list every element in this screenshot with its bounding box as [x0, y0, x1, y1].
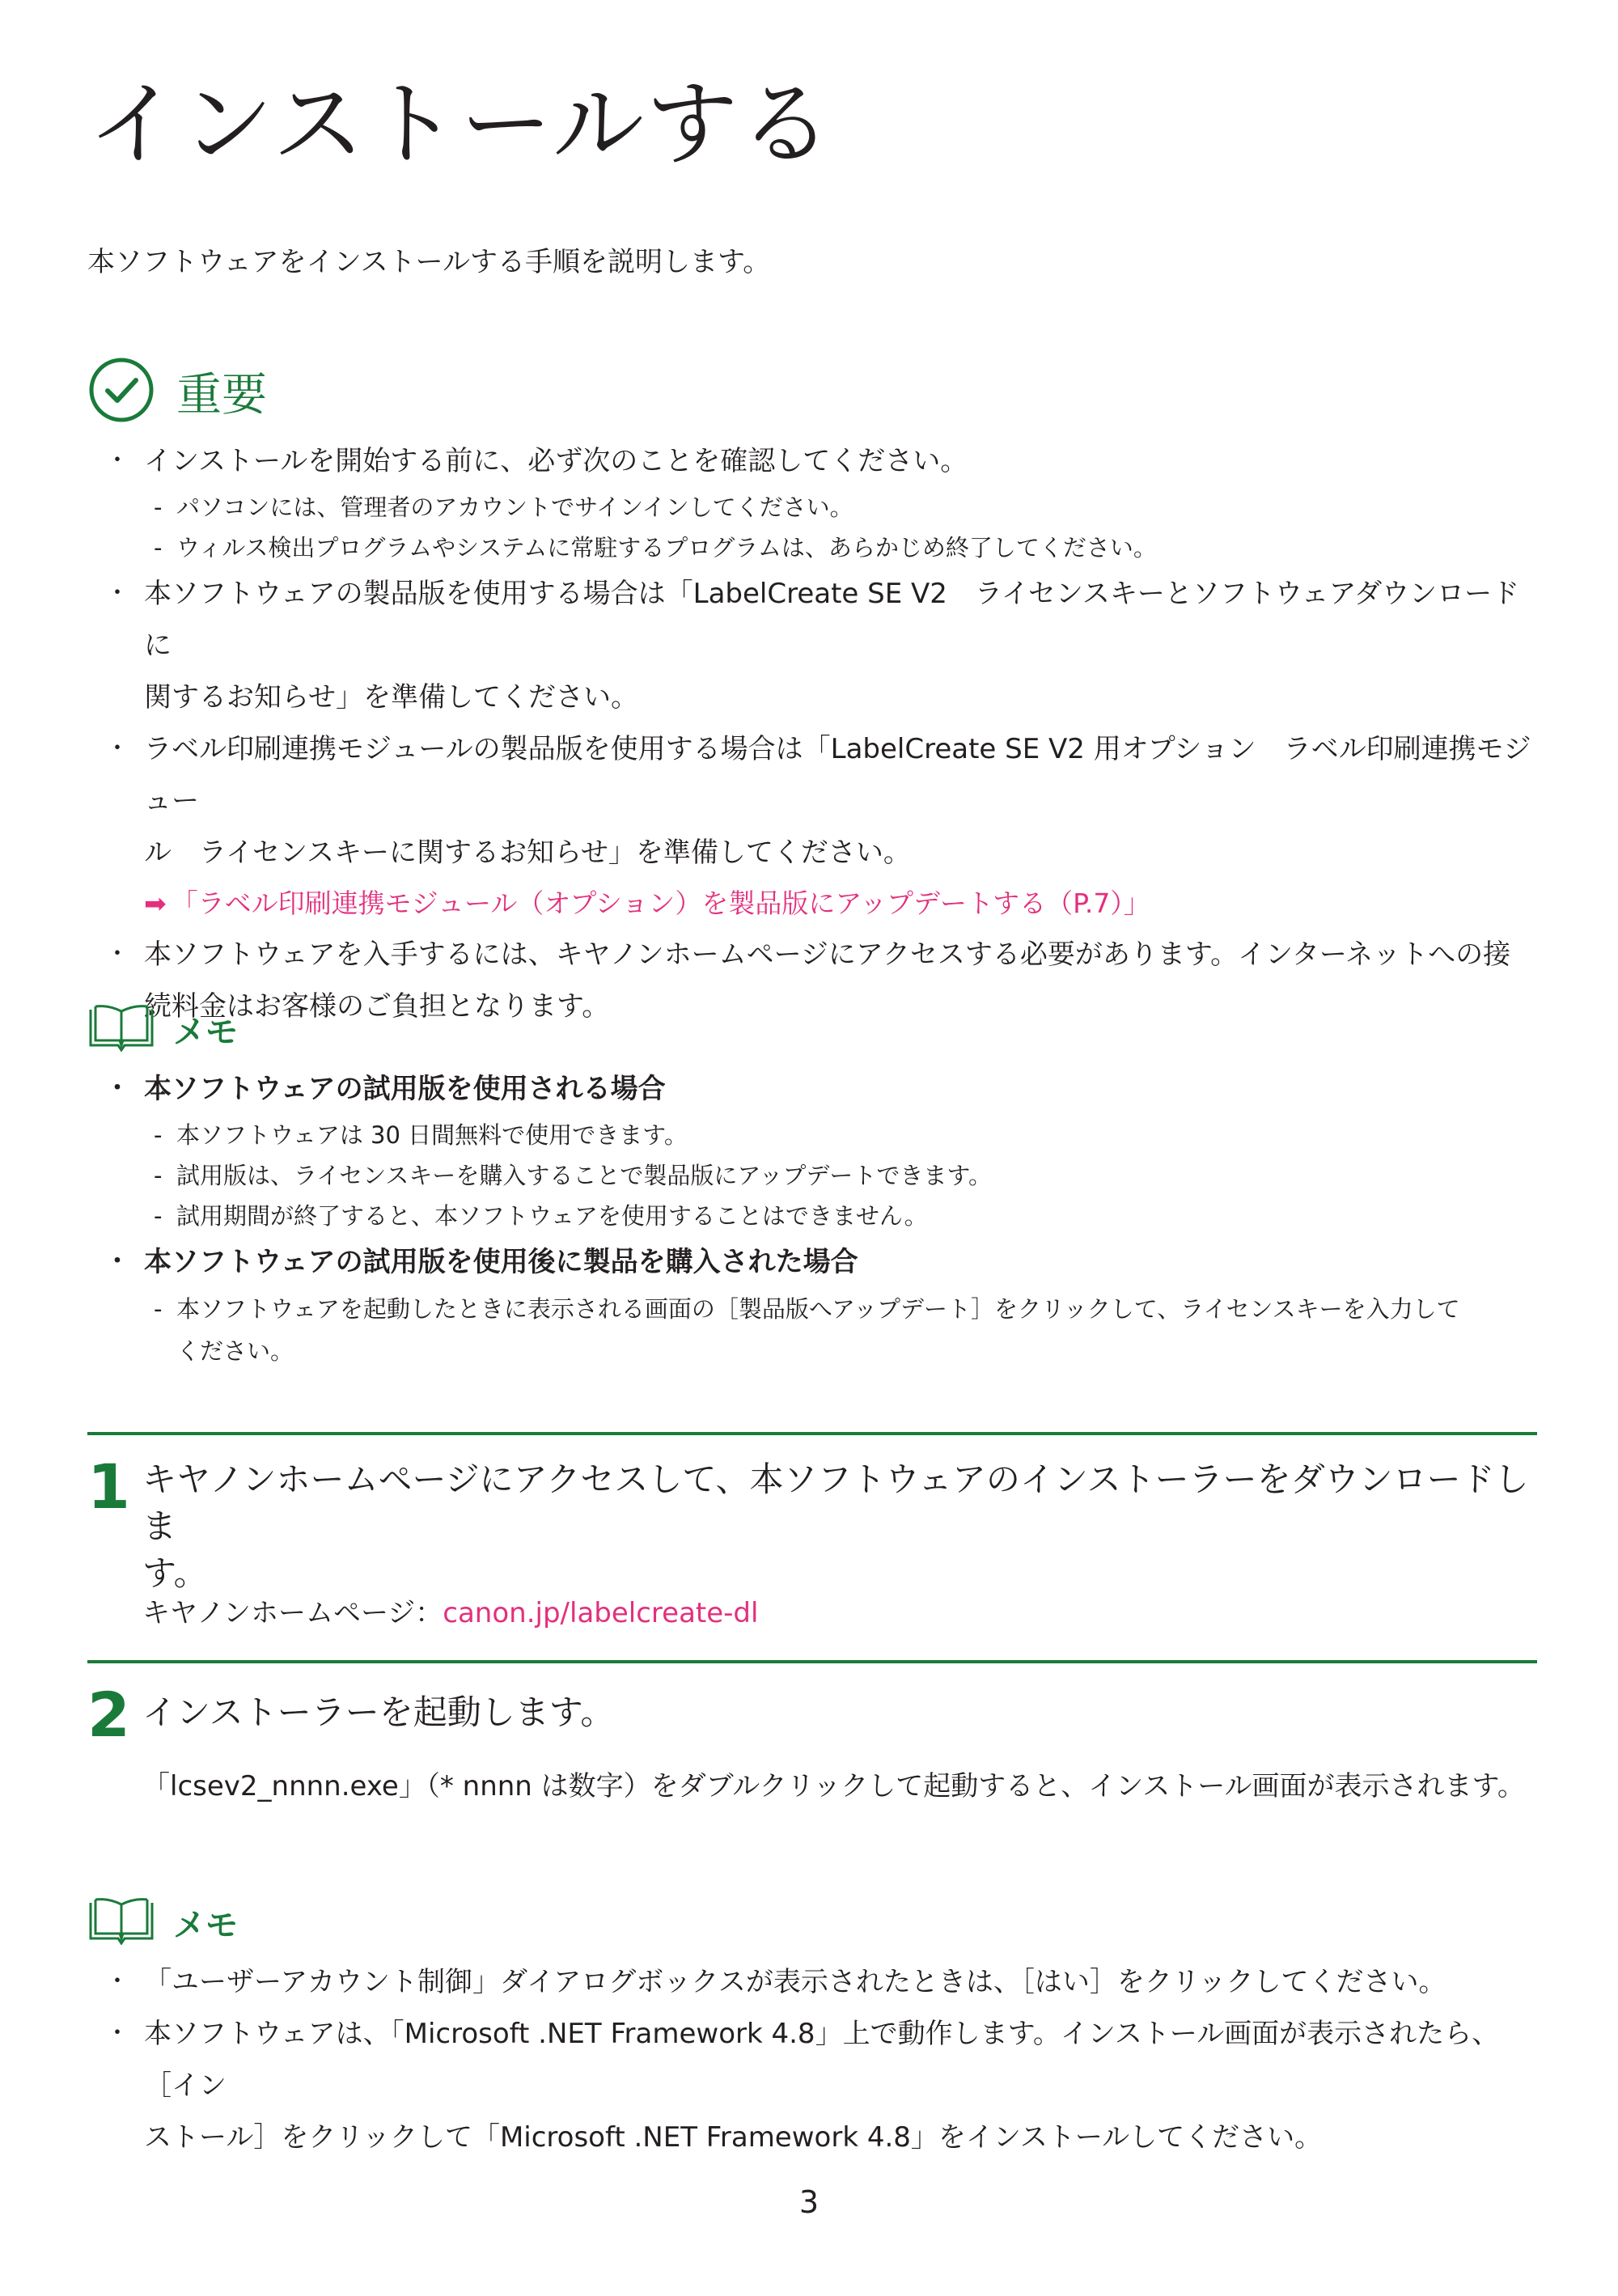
list-item: ・ インストールを開始する前に、必ず次のことを確認してください。	[0, 435, 1618, 487]
page-title: インストールする	[87, 70, 834, 178]
important-list	[0, 435, 1618, 1032]
memo-heading	[87, 1896, 238, 1948]
memo-label: メモ	[173, 1906, 238, 1944]
check-circle-icon	[87, 356, 155, 427]
sub-item: - 本ソフトウェアを起動したときに表示される画面の［製品版へアップデート］をクリックして、ライセンスキーを入力して ください。	[0, 1288, 1618, 1372]
memo-list	[0, 1063, 1618, 1372]
step-number: 2	[87, 1679, 130, 1751]
list-item: ・ ラベル印刷連携モジュールの製品版を使用する場合は「LabelCreate SE V2 用オプション ラベル印刷連携モジュー ル ライセンスキーに関するお知らせ」を準備してください。	[0, 723, 1618, 879]
memo-label: メモ	[173, 1013, 238, 1051]
step-text: キヤノンホームページにアクセスして、本ソフトウェアのインストーラーをダウンロードしま す。	[142, 1459, 1529, 1593]
cross-reference-link[interactable]: ➡ 「ラベル印刷連携モジュール（オプション）を製品版にアップデートする（P.7）」	[144, 887, 1150, 919]
list-item: ・ 本ソフトウェアの製品版を使用する場合は「LabelCreate SE V2 ライセンスキーとソフトウェアダウンロードに 関するお知らせ」を準備してください。	[0, 568, 1618, 723]
memo-heading	[87, 1003, 238, 1055]
memo-list	[0, 1956, 1618, 2163]
arrow-right-icon: ➡	[144, 887, 167, 919]
sub-item: - 試用版は、ライセンスキーを購入することで製品版にアップデートできます。	[0, 1155, 1618, 1196]
intro-text: 本ソフトウェアをインストールする手順を説明します。	[87, 246, 771, 278]
download-link[interactable]: canon.jp/labelcreate-dl	[443, 1597, 759, 1629]
sub-item: - パソコンには、管理者のアカウントでサインインしてください。	[0, 487, 1618, 527]
list-item: ・ 本ソフトウェアの試用版を使用される場合	[0, 1063, 1618, 1115]
list-item: ・ 本ソフトウェアは、「Microsoft .NET Framework 4.8」上で動作します。インストール画面が表示されたら、［イン ストール］をクリックして「Microsoft .NET Framework 4.8」をインストールしてください。	[0, 2008, 1618, 2163]
step-number: 1	[87, 1451, 130, 1523]
list-item: ・ 本ソフトウェアの試用版を使用後に製品を購入された場合	[0, 1236, 1618, 1288]
important-heading	[87, 356, 267, 427]
important-label: 重要	[176, 369, 267, 421]
sub-item: - 本ソフトウェアは 30 日間無料で使用できます。	[0, 1115, 1618, 1155]
step-detail: 「lcsev2_nnnn.exe」（* nnnn は数字）をダブルクリックして起動すると、インストール画面が表示されます。	[142, 1770, 1525, 1802]
list-item: ・ 本ソフトウェアを入手するには、キヤノンホームページにアクセスする必要があります。インターネットへの接 続料金はお客様のご負担となります。	[0, 929, 1618, 1032]
sub-item: - ウィルス検出プログラムやシステムに常駐するプログラムは、あらかじめ終了してください。	[0, 527, 1618, 568]
step-divider	[87, 1660, 1537, 1663]
list-item: ・ 「ユーザーアカウント制御」ダイアログボックスが表示されたときは、［はい］をクリックしてください。	[0, 1956, 1618, 2008]
page-number: 3	[798, 2184, 820, 2220]
sub-item: - 試用期間が終了すると、本ソフトウェアを使用することはできません。	[0, 1196, 1618, 1236]
open-book-icon	[87, 1896, 155, 1948]
step-detail: キヤノンホームページ：canon.jp/labelcreate-dl	[142, 1597, 759, 1629]
open-book-icon	[87, 1003, 155, 1055]
step-divider	[87, 1432, 1537, 1435]
step-text: インストーラーを起動します。	[142, 1692, 615, 1732]
